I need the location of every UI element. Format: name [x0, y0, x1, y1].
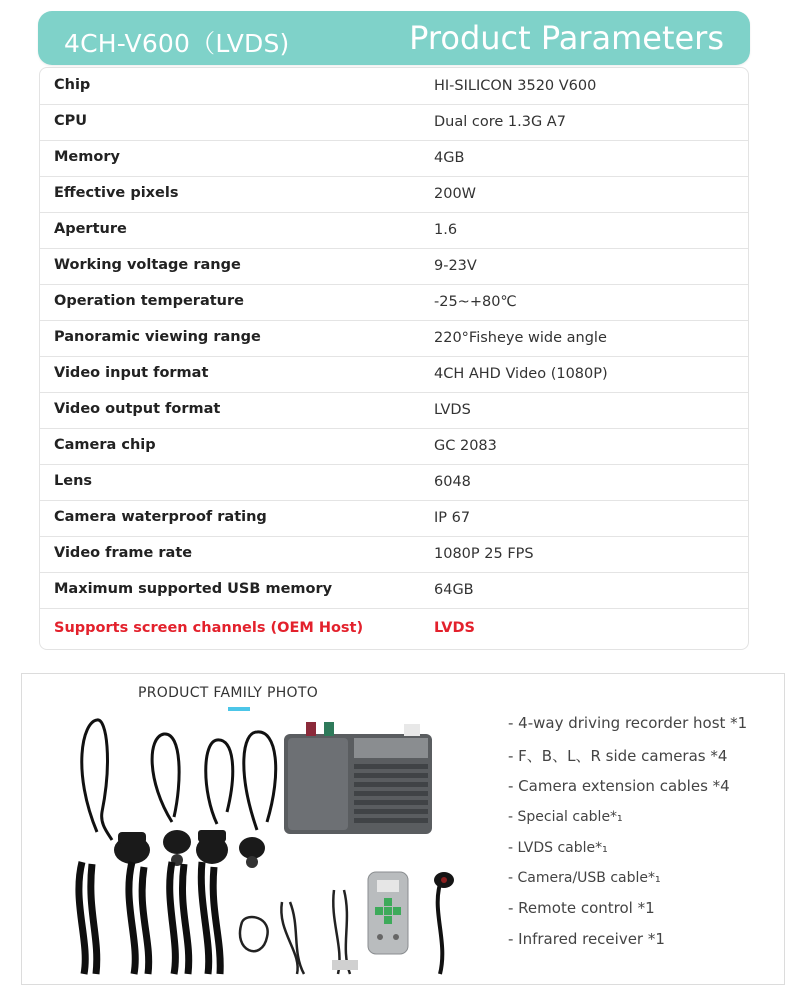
list-item: - LVDS cable*₁	[508, 840, 608, 856]
list-item: - Special cable*₁	[508, 809, 623, 825]
param-label: Memory	[54, 149, 120, 165]
param-value: 64GB	[434, 582, 474, 598]
param-label: Chip	[54, 77, 91, 93]
product-family-section	[21, 673, 785, 985]
product-family-photo	[52, 712, 482, 980]
table-row	[40, 320, 748, 357]
param-value: IP 67	[434, 510, 471, 526]
param-value: 200W	[434, 186, 477, 202]
param-label: Aperture	[54, 221, 127, 237]
table-row	[40, 572, 748, 609]
header-banner	[38, 11, 750, 65]
table-row	[40, 140, 748, 177]
param-label: Operation temperature	[54, 293, 244, 309]
table-row	[40, 500, 748, 537]
parameters-table	[39, 67, 749, 650]
param-value: 9-23V	[434, 258, 477, 274]
list-item: - F、B、L、R side cameras *4	[508, 747, 728, 765]
camera-heads	[114, 830, 265, 868]
table-row	[40, 212, 748, 249]
table-row	[40, 176, 748, 213]
table-row	[40, 356, 748, 393]
param-label: Supports screen channels (OEM Host)	[54, 620, 364, 636]
param-value: LVDS	[434, 402, 471, 418]
model-name: 4CH-V600（LVDS)	[64, 29, 290, 58]
family-photo-title: PRODUCT FAMILY PHOTO	[138, 685, 319, 701]
table-row-highlight	[40, 608, 748, 648]
table-row	[40, 104, 748, 141]
list-item: - Camera extension cables *4	[508, 777, 730, 795]
param-value: 6048	[434, 474, 471, 490]
param-label: Effective pixels	[54, 185, 179, 201]
table-row	[40, 248, 748, 285]
list-item: - 4-way driving recorder host *1	[508, 714, 748, 732]
param-label: CPU	[54, 113, 88, 129]
param-value: HI-SILICON 3520 V600	[434, 78, 597, 94]
param-value: LVDS	[434, 620, 475, 636]
param-value: 220°Fisheye wide angle	[434, 330, 607, 346]
param-label: Camera waterproof rating	[54, 509, 267, 525]
param-value: Dual core 1.3G A7	[434, 114, 566, 130]
param-label: Video frame rate	[54, 545, 193, 561]
list-item: - Remote control *1	[508, 899, 655, 917]
param-label: Maximum supported USB memory	[54, 581, 333, 597]
param-value: 4GB	[434, 150, 465, 166]
param-label: Lens	[54, 473, 93, 489]
table-row	[40, 68, 748, 105]
param-value: 4CH AHD Video (1080P)	[434, 366, 608, 382]
recorder-host-illustration	[284, 722, 432, 834]
table-row	[40, 284, 748, 321]
param-label: Video input format	[54, 365, 209, 381]
page-title: Product Parameters	[409, 19, 724, 57]
table-row	[40, 392, 748, 429]
table-row	[40, 464, 748, 501]
title-accent-bar	[228, 707, 250, 711]
extension-cables-illustration	[79, 862, 220, 974]
table-row	[40, 536, 748, 573]
infrared-receiver-illustration	[434, 872, 454, 974]
param-label: Camera chip	[54, 437, 156, 453]
list-item: - Infrared receiver *1	[508, 930, 665, 948]
param-label: Video output format	[54, 401, 221, 417]
table-row	[40, 428, 748, 465]
param-value: GC 2083	[434, 438, 497, 454]
remote-control-illustration	[368, 872, 408, 954]
param-value: -25~+80℃	[434, 294, 517, 310]
connector	[332, 960, 358, 970]
param-value: 1.6	[434, 222, 458, 238]
param-label: Panoramic viewing range	[54, 329, 261, 345]
side-cameras-illustration	[82, 720, 276, 840]
param-label: Working voltage range	[54, 257, 241, 273]
param-value: 1080P 25 FPS	[434, 546, 534, 562]
list-item: - Camera/USB cable*₁	[508, 870, 661, 886]
